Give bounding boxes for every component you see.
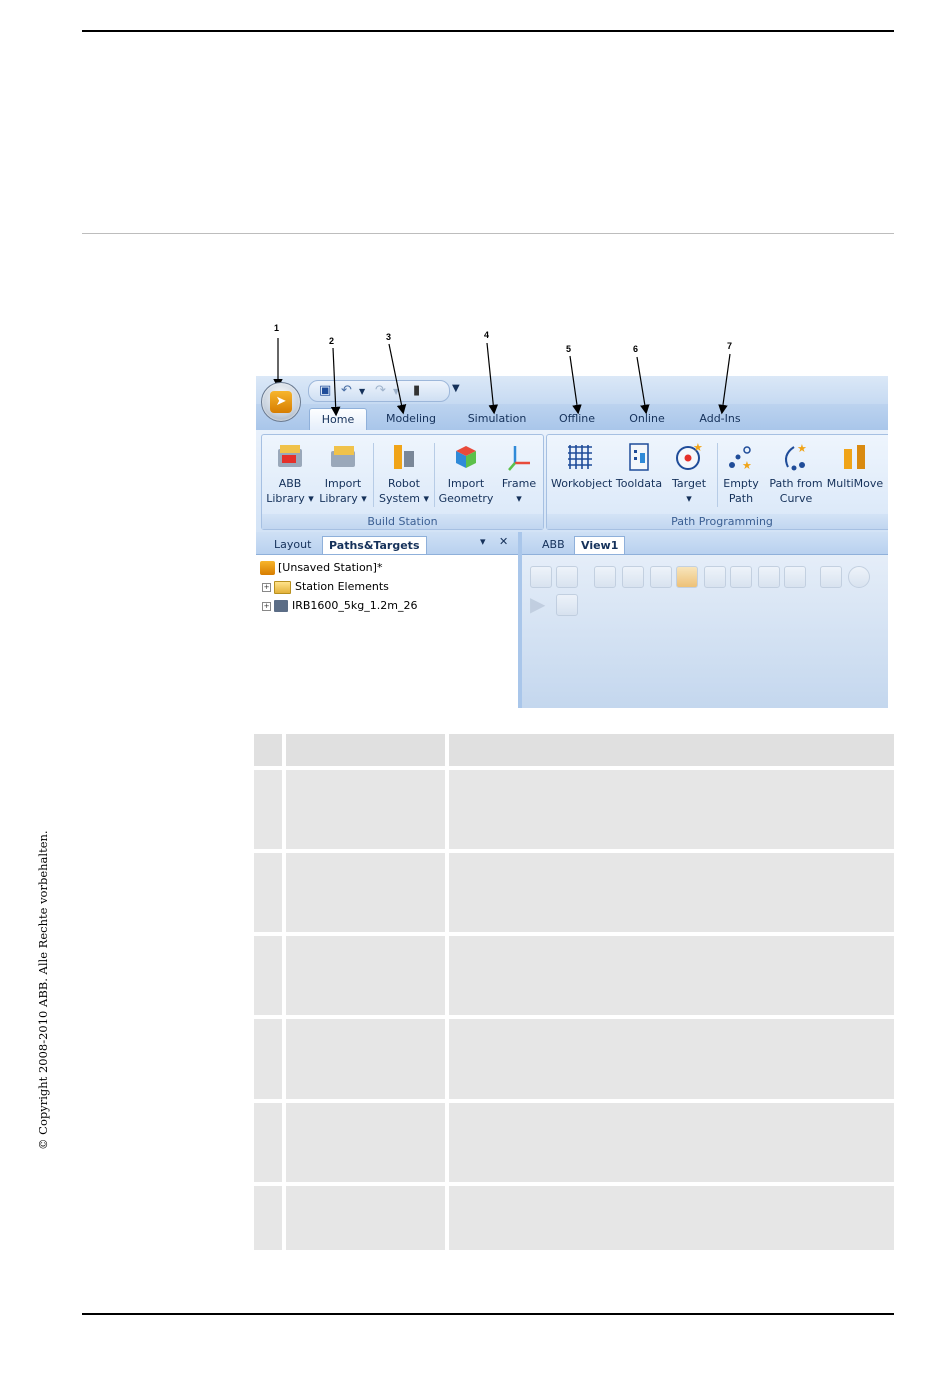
undo-icon[interactable]: ↶ <box>341 383 352 398</box>
table-cell <box>286 936 445 1015</box>
table-cell <box>254 853 282 932</box>
table-header-cell <box>286 734 445 766</box>
redo-dropdown-icon[interactable]: ▼ <box>393 387 400 396</box>
callout-number-5: 5 <box>566 344 572 354</box>
target-icon <box>673 441 705 473</box>
redo-icon[interactable]: ↷ <box>375 383 386 398</box>
graphics-view <box>522 532 888 708</box>
frame-button[interactable]: Frame ▾ <box>491 441 547 506</box>
tab-abb[interactable]: ABB <box>542 538 565 551</box>
close-icon[interactable]: ✕ <box>499 535 509 548</box>
view-tool-icon[interactable] <box>530 566 552 588</box>
view-tool-icon[interactable] <box>730 566 752 588</box>
svg-text:★: ★ <box>797 442 807 455</box>
group-caption: Build Station <box>262 514 543 529</box>
frame-icon <box>503 441 535 473</box>
tooldata-icon <box>623 441 655 473</box>
import-geometry-icon <box>450 441 482 473</box>
view-tool-icon[interactable] <box>758 566 780 588</box>
separator <box>434 443 435 507</box>
view-tabs <box>522 532 888 555</box>
callout-number-4: 4 <box>484 330 490 340</box>
tree-node-station[interactable]: [Unsaved Station]* <box>260 558 418 577</box>
table-cell <box>286 770 445 849</box>
group-path-programming <box>546 434 888 530</box>
stop-icon[interactable] <box>556 594 578 616</box>
import-library-button[interactable]: Import Library ▾ <box>315 441 371 506</box>
window-icon[interactable]: ▮ <box>413 383 421 398</box>
table-cell <box>286 1019 445 1099</box>
view-tool-icon[interactable] <box>622 566 644 588</box>
table-cell <box>449 1186 894 1250</box>
view-tool-icon[interactable] <box>556 566 578 588</box>
station-tree <box>260 558 418 615</box>
robot-system-button[interactable]: Robot System ▾ <box>376 441 432 506</box>
table-cell <box>286 853 445 932</box>
copyright-notice: © Copyright 2008-2010 ABB. Alle Rechte vorbehalten. <box>36 830 50 1150</box>
tab-home[interactable]: Home <box>309 408 367 431</box>
panel-tabs <box>256 532 518 555</box>
tab-view1[interactable]: View1 <box>574 536 625 554</box>
table-cell <box>449 853 894 932</box>
table-cell <box>449 770 894 849</box>
view-tool-icon[interactable] <box>784 566 806 588</box>
application-button[interactable] <box>261 382 301 422</box>
tab-modeling[interactable]: Modeling <box>385 412 437 425</box>
svg-text:★: ★ <box>742 459 752 472</box>
callout-number-3: 3 <box>386 332 392 342</box>
folder-icon <box>274 581 291 594</box>
view-tool-icon[interactable] <box>650 566 672 588</box>
expand-icon[interactable]: + <box>263 601 270 610</box>
table-cell <box>449 1103 894 1182</box>
view-tool-icon[interactable] <box>594 566 616 588</box>
tree-node-robot[interactable]: + IRB1600_5kg_1.2m_26 <box>263 599 418 612</box>
tab-paths-targets[interactable]: Paths&Targets <box>322 536 427 554</box>
workobject-icon <box>564 441 596 473</box>
table-cell <box>286 1186 445 1250</box>
tooldata-button[interactable]: Tooldata <box>611 441 667 491</box>
play-icon[interactable]: ▶ <box>530 592 546 616</box>
quick-access-toolbar <box>308 380 450 402</box>
table-cell <box>254 936 282 1015</box>
import-library-icon <box>327 441 359 473</box>
expand-icon[interactable]: + <box>263 582 270 591</box>
section-divider <box>82 233 894 234</box>
svg-text:★: ★ <box>693 441 703 454</box>
tab-layout[interactable]: Layout <box>274 538 312 551</box>
tab-add-ins[interactable]: Add-Ins <box>699 412 741 425</box>
robotstudio-screenshot <box>256 376 888 708</box>
callout-number-2: 2 <box>329 336 335 346</box>
bottom-rule <box>82 1313 894 1315</box>
table-header-cell <box>449 734 894 766</box>
separator <box>373 443 374 507</box>
workobject-button[interactable]: Workobject <box>551 441 609 491</box>
top-rule <box>82 30 894 32</box>
save-icon[interactable]: ▣ <box>319 383 332 398</box>
empty-path-button[interactable]: ★ Empty Path <box>713 441 769 506</box>
table-cell <box>449 1019 894 1099</box>
tab-offline[interactable]: Offline <box>558 412 596 425</box>
path-from-curve-button[interactable]: ★ Path from Curve <box>769 442 823 505</box>
paths-targets-panel <box>256 532 518 708</box>
table-cell <box>254 770 282 849</box>
view-tool-icon[interactable] <box>676 566 698 588</box>
target-button[interactable]: ★ Target ▾ <box>671 441 707 505</box>
group-build-station <box>261 434 544 530</box>
customize-qat-icon[interactable]: ▼ <box>452 383 460 394</box>
tab-simulation[interactable]: Simulation <box>467 412 527 425</box>
callout-number-7: 7 <box>727 341 733 351</box>
abb-library-button[interactable]: ABB Library ▾ <box>262 441 318 506</box>
table-cell <box>254 1019 282 1099</box>
robot-system-icon <box>388 441 420 473</box>
tree-node-station-elements[interactable]: + Station Elements <box>263 580 389 593</box>
group-caption: Path Programming <box>547 514 888 529</box>
empty-path-icon <box>725 441 757 473</box>
table-cell <box>254 1186 282 1250</box>
path-from-curve-icon <box>780 441 812 473</box>
undo-dropdown-icon[interactable]: ▼ <box>359 387 366 396</box>
station-icon <box>260 561 275 575</box>
table-cell <box>449 936 894 1015</box>
import-geometry-button[interactable]: Import Geometry <box>438 441 494 506</box>
pin-icon[interactable]: ▾ <box>480 535 486 548</box>
view-tool-icon[interactable] <box>704 566 726 588</box>
callout-number-6: 6 <box>633 344 639 354</box>
view-tool-icon[interactable] <box>848 566 870 588</box>
view-tool-icon[interactable] <box>820 566 842 588</box>
abb-library-icon <box>274 441 306 473</box>
ribbon <box>256 430 888 532</box>
robot-icon <box>274 600 288 612</box>
callout-number-1: 1 <box>274 323 280 333</box>
table-cell <box>286 1103 445 1182</box>
table-header-cell <box>254 734 282 766</box>
table-cell <box>254 1103 282 1182</box>
multimove-button[interactable]: MultiMove <box>825 441 885 491</box>
tab-online[interactable]: Online <box>629 412 665 425</box>
multimove-icon <box>839 441 871 473</box>
robot-logo-icon: ➤ <box>270 391 292 413</box>
ribbon-tabs <box>256 404 888 430</box>
